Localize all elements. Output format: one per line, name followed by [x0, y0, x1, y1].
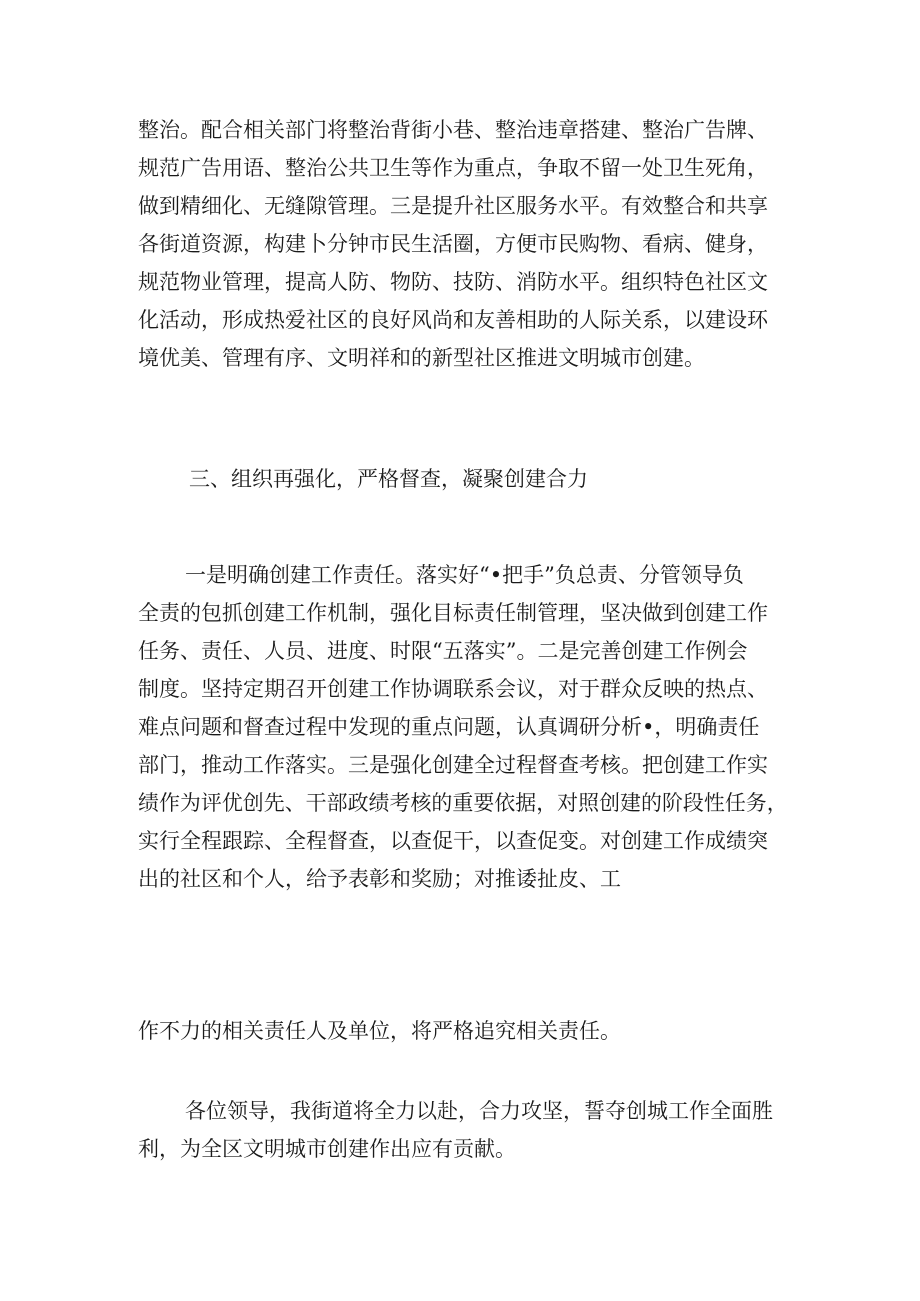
paragraph-line: 规范物业管理，提高人防、物防、技防、消防水平。组织特色社区文 [138, 270, 768, 294]
paragraph-line: 规范广告用语、整治公共卫生等作为重点，争取不留一处卫生死角， [138, 156, 768, 180]
paragraph-line: 全责的包抓创建工作机制，强化目标责任制管理，坚决做到创建工作 [138, 601, 768, 625]
paragraph-line: 任务、责任、人员、进度、时限“五落实”。二是完善创建工作例会 [138, 639, 748, 663]
paragraph-line: 绩作为评优创先、干部政绩考核的重要依据，对照创建的阶段性任务， [138, 791, 788, 815]
paragraph-line: 一是明确创建工作责任。落实好“•把手”负总责、分管领导负 [185, 563, 744, 587]
paragraph-line: 出的社区和个人，给予表彰和奖励；对推诿扯皮、工 [138, 867, 621, 891]
paragraph-2-continuation [138, 1012, 788, 1050]
paragraph-line: 难点问题和督查过程中发现的重点问题，认真调研分析•，明确责任 [138, 715, 760, 739]
paragraph-line: 制度。坚持定期召开创建工作协调联系会议，对于群众反映的热点、 [138, 677, 768, 701]
section-heading-text: 三、组织再强化，严格督查，凝聚创建合力 [189, 467, 588, 491]
paragraph-3 [138, 1092, 788, 1168]
paragraph-line: 利，为全区文明城市创建作出应有贡献。 [138, 1137, 516, 1161]
paragraph-1 [138, 111, 788, 377]
paragraph-line: 境优美、管理有序、文明祥和的新型社区推进文明城市创建。 [138, 346, 705, 370]
paragraph-line: 实行全程跟踪、全程督查，以查促干，以查促变。对创建工作成绩突 [138, 829, 768, 853]
paragraph-line: 做到精细化、无缝隙管理。三是提升社区服务水平。有效整合和共享 [138, 194, 768, 218]
paragraph-2 [138, 556, 788, 898]
paragraph-line: 部门，推动工作落实。三是强化创建全过程督查考核。把创建工作实 [138, 753, 768, 777]
paragraph-line: 化活动，形成热爱社区的良好风尚和友善相助的人际关系，以建设环 [138, 308, 768, 332]
paragraph-line: 作不力的相关责任人及单位，将严格追究相关责任。 [138, 1019, 621, 1043]
section-heading [189, 460, 839, 498]
paragraph-line: 各位领导，我街道将全力以赴，合力攻坚，誓夺创城工作全面胜 [185, 1099, 773, 1123]
paragraph-line: 整治。配合相关部门将整治背街小巷、整治违章搭建、整治广告牌、 [138, 118, 768, 142]
paragraph-line: 各街道资源，构建卜分钟市民生活圈，方便市民购物、看病、健身， [138, 232, 768, 256]
